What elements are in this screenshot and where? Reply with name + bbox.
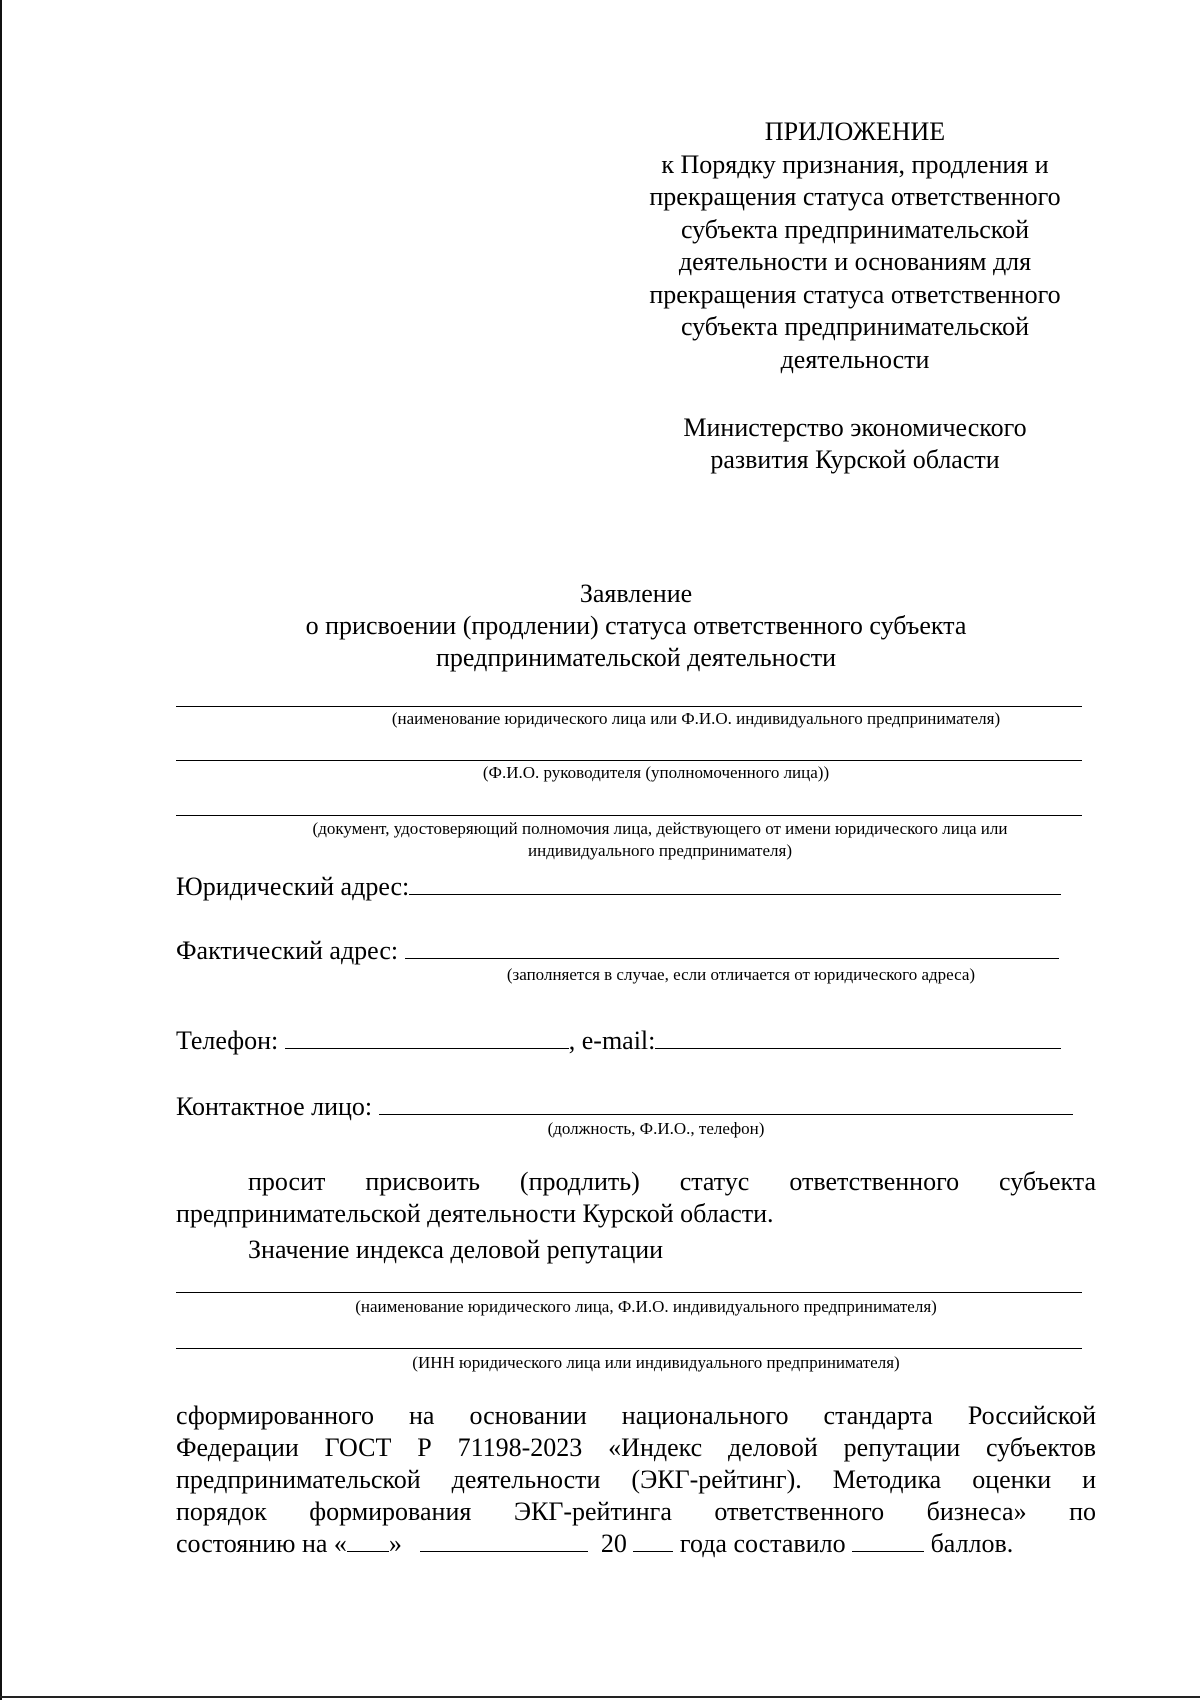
contact-person-caption: (должность, Ф.И.О., телефон) <box>547 1119 765 1138</box>
phone-input[interactable] <box>285 1024 569 1049</box>
authority-doc-line[interactable] <box>176 815 1082 816</box>
legal-address-input[interactable] <box>409 870 1061 895</box>
scan-bottom-edge <box>0 1696 1200 1698</box>
date-prefix: состоянию на « <box>176 1529 347 1558</box>
points-text: баллов. <box>930 1529 1014 1558</box>
month-input[interactable] <box>420 1529 588 1552</box>
actual-address-row <box>176 934 1059 967</box>
authority-doc-caption-2: индивидуального предпринимателя) <box>528 841 792 860</box>
addressee-line: Министерство экономического <box>683 413 1027 442</box>
addressee <box>600 412 1110 476</box>
final-line: Федерации ГОСТ Р 71198-2023 «Индекс деловой репутации субъектов <box>176 1433 1096 1462</box>
date-quote-close: » <box>388 1529 402 1558</box>
appendix-header <box>600 116 1110 376</box>
appendix-line: прекращения статуса ответственного <box>649 182 1061 211</box>
head-name-caption: (Ф.И.О. руководителя (уполномоченного лица)) <box>482 763 830 782</box>
email-input[interactable] <box>655 1024 1061 1049</box>
rep-entity-caption: (наименование юридического лица, Ф.И.О. индивидуального предпринимателя) <box>355 1297 937 1316</box>
appendix-line: деятельности и основаниям для <box>678 247 1032 276</box>
contact-person-input[interactable] <box>379 1090 1073 1115</box>
appendix-line: субъекта предпринимательской <box>680 214 1030 244</box>
appendix-line: субъекта предпринимательской <box>680 312 1030 341</box>
points-input[interactable] <box>852 1529 924 1552</box>
legal-address-label: Юридический адрес: <box>176 872 410 901</box>
appendix-line: к Порядку признания, продления и <box>661 149 1049 179</box>
final-line: сформированного на основании национального стандарта Российской <box>176 1401 1096 1430</box>
title-word: Заявление <box>579 579 693 608</box>
authority-doc-caption: (документ, удостоверяющий полномочия лица, действующего от имени юридического лица или <box>312 819 1008 838</box>
contacts-row <box>176 1024 1061 1057</box>
appendix-line: деятельности <box>780 344 930 374</box>
actual-address-caption: (заполняется в случае, если отличается от юридического адреса) <box>506 965 976 984</box>
appendix-title: ПРИЛОЖЕНИЕ <box>764 117 946 146</box>
year-prefix: 20 <box>600 1529 627 1558</box>
document-title <box>176 578 1096 674</box>
appendix-line: прекращения статуса ответственного <box>649 279 1061 309</box>
request-paragraph: просит присвоить (продлить) статус ответственного субъекта предпринимательской деятельности Курской области. <box>176 1167 1096 1228</box>
index-label: Значение индекса деловой репутации <box>248 1235 664 1264</box>
title-line: предпринимательской деятельности <box>436 643 836 672</box>
final-paragraph <box>176 1400 1096 1560</box>
final-line: порядок формирования ЭКГ-рейтинга ответственного бизнеса» по <box>176 1497 1096 1526</box>
contact-person-label: Контактное лицо: <box>176 1092 373 1121</box>
phone-label: Телефон: <box>176 1026 279 1055</box>
year-input[interactable] <box>633 1529 673 1552</box>
actual-address-label: Фактический адрес: <box>176 936 399 965</box>
entity-name-line[interactable] <box>176 706 1082 707</box>
entity-name-caption: (наименование юридического лица или Ф.И.О. индивидуального предпринимателя) <box>391 709 1001 728</box>
head-name-line[interactable] <box>176 760 1082 761</box>
inn-caption: (ИНН юридического лица или индивидуального предпринимателя) <box>412 1353 900 1372</box>
scan-left-edge <box>0 0 2 1700</box>
day-input[interactable] <box>347 1529 389 1552</box>
final-date-line <box>176 1528 1096 1560</box>
legal-address-row <box>176 870 1061 903</box>
rep-entity-line[interactable] <box>176 1292 1082 1293</box>
actual-address-input[interactable] <box>405 934 1059 959</box>
final-line: предпринимательской деятельности (ЭКГ-рейтинг). Методика оценки и <box>176 1465 1096 1494</box>
inn-line[interactable] <box>176 1348 1082 1349</box>
made-text: года составило <box>679 1529 846 1558</box>
title-line: о присвоении (продлении) статуса ответственного субъекта <box>305 611 967 640</box>
email-label: , e-mail: <box>568 1026 656 1055</box>
addressee-line: развития Курской области <box>710 445 1000 474</box>
